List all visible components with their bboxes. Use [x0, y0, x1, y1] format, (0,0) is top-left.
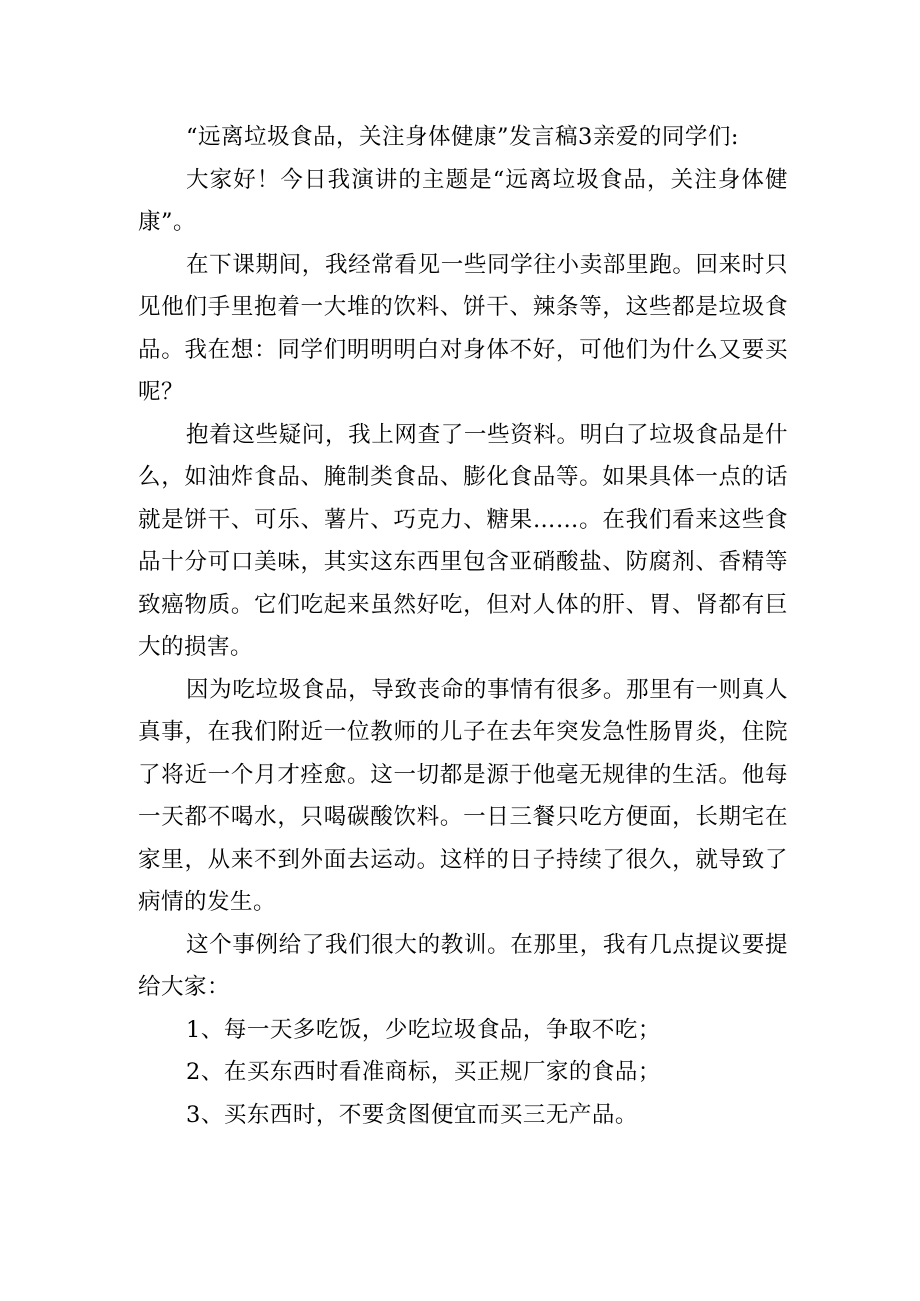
paragraph-suggestions-intro: 这个事例给了我们很大的教训。在那里，我有几点提议要提给大家：: [138, 931, 788, 1000]
suggestion-item-3: 3、买东西时，不要贪图便宜而买三无产品。: [186, 1101, 638, 1128]
speech-body: [138, 116, 788, 1136]
paragraph-research: 抱着这些疑问，我上网查了一些资料。明白了垃圾食品是什么，如油炸食品、腌制类食品、膨化食品等。如果具体一点的话就是饼干、可乐、薯片、巧克力、糖果……。在我们看来这些食品十分可口美味，其实这东西里包含亚硝酸盐、防腐剂、香精等致癌物质。它们吃起来虽然好吃，但对人体的肝、胃、肾都有巨大的损害。: [138, 421, 788, 660]
paragraph-observation: 在下课期间，我经常看见一些同学往小卖部里跑。回来时只见他们手里抱着一大堆的饮料、饼干、辣条等，这些都是垃圾食品。我在想：同学们明明明白对身体不好，可他们为什么又要买呢？: [138, 251, 788, 405]
suggestion-item-1: 1、每一天多吃饭，少吃垃圾食品，争取不吃；: [186, 1016, 661, 1043]
paragraph-true-story: 因为吃垃圾食品，导致丧命的事情有很多。那里有一则真人真事，在我们附近一位教师的儿子在去年突发急性肠胃炎，住院了将近一个月才痊愈。这一切都是源于他毫无规律的生活。他每一天都不喝水，只喝碳酸饮料。一日三餐只吃方便面，长期宅在家里，从来不到外面去运动。这样的日子持续了很久，就导致了病情的发生。: [138, 676, 788, 915]
speech-title-line: “远离垃圾食品，关注身体健康”发言稿3亲爱的同学们:: [186, 124, 739, 150]
paragraph-greeting: 大家好！今日我演讲的主题是“远离垃圾食品，关注身体健康”。: [138, 166, 788, 235]
suggestion-item-2: 2、在买东西时看准商标，买正规厂家的食品；: [186, 1059, 661, 1085]
